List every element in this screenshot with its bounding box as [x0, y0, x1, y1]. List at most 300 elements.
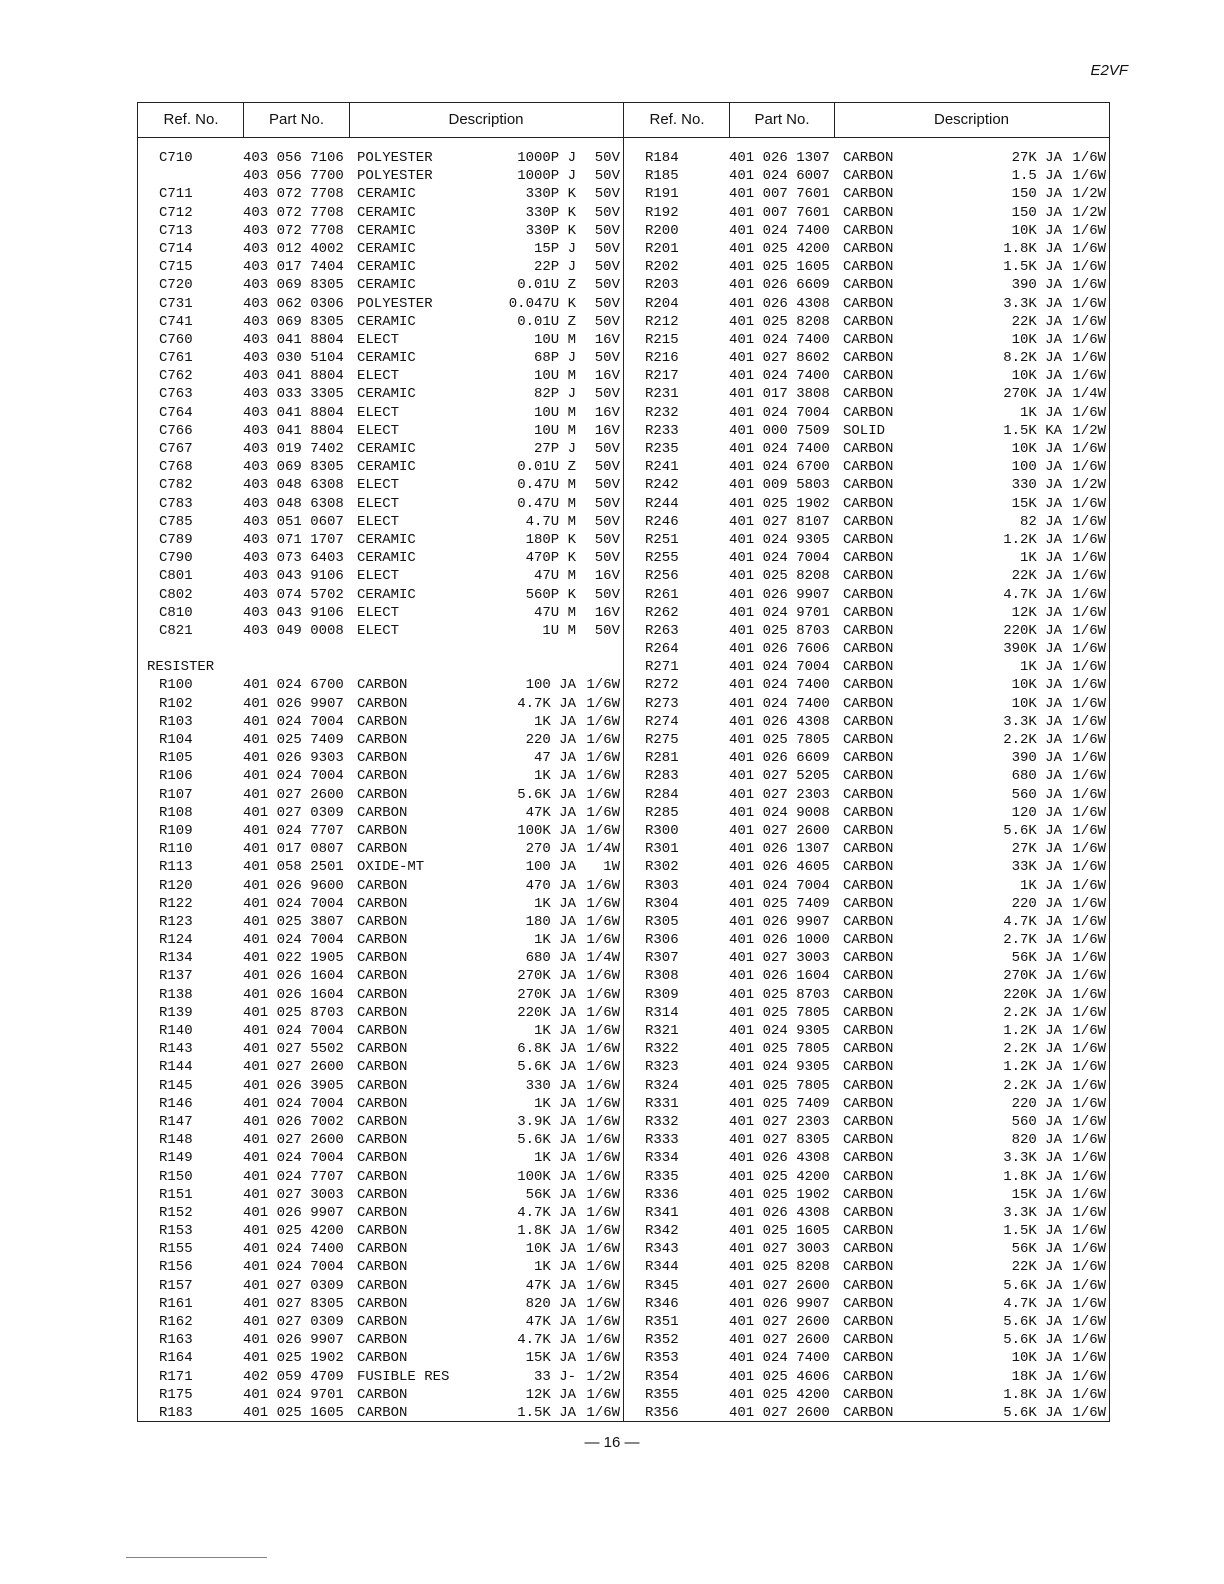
cell-type: CARBON [843, 968, 894, 985]
cell-part-no: 401 026 9600 [243, 877, 344, 894]
cell-value: 1K JA [533, 1095, 576, 1112]
cell-ref-no: R216 [645, 350, 679, 367]
cell-ref-no: R353 [645, 1350, 679, 1367]
cell-ref-no: R110 [159, 841, 193, 858]
table-row [625, 222, 1108, 240]
cell-rating: 1/6W [1072, 441, 1106, 457]
cell-part-no: 401 025 7805 [729, 1004, 830, 1021]
cell-ref-no: R149 [159, 1150, 193, 1167]
cell-type: CARBON [843, 877, 894, 894]
cell-rating: 1/6W [586, 1204, 620, 1221]
cell-rating: 1/6W [1072, 295, 1106, 312]
cell-ref-no: R336 [645, 1186, 679, 1203]
cell-value: 47K JA [525, 804, 576, 821]
cell-ref-no: R305 [645, 913, 679, 930]
cell-rating: 1/6W [1072, 841, 1106, 858]
cell-part-no: 401 024 7004 [243, 895, 344, 912]
cell-value: 4.7K JA [517, 1204, 576, 1221]
cell-type: CARBON [843, 386, 894, 403]
cell-part-no: 403 041 8804 [243, 404, 344, 421]
cell-rating: 1/6W [1072, 750, 1106, 767]
cell-part-no: 403 072 7708 [243, 204, 344, 221]
cell-type: CARBON [843, 222, 894, 239]
cell-rating: 1/6W [586, 804, 620, 821]
cell-rating: 1/6W [586, 1113, 620, 1130]
cell-part-no: 401 024 7004 [243, 1150, 344, 1167]
cell-value: 27P J [533, 441, 576, 457]
cell-type: CARBON [843, 477, 894, 494]
cell-part-no: 401 026 4308 [729, 713, 830, 730]
cell-part-no: 401 027 0309 [243, 1277, 344, 1294]
cell-ref-no: R356 [645, 1404, 679, 1421]
cell-value: 22P J [533, 259, 576, 276]
cell-value: 220 JA [1011, 1095, 1062, 1112]
cell-ref-no: C768 [159, 459, 193, 476]
cell-rating: 1/6W [1072, 240, 1106, 257]
table-row [139, 276, 622, 294]
cell-ref-no: R124 [159, 932, 193, 949]
table-row [625, 1095, 1108, 1113]
cell-value: 330P K [525, 222, 576, 239]
cell-value: 1K JA [533, 713, 576, 730]
cell-type: CARBON [843, 368, 894, 385]
cell-value: 560 JA [1011, 1113, 1062, 1130]
cell-part-no: 401 025 1605 [243, 1404, 344, 1421]
cell-part-no: 401 024 7004 [243, 932, 344, 949]
cell-value: 22K JA [1011, 568, 1062, 585]
cell-part-no: 401 025 7409 [243, 732, 344, 748]
cell-value: 56K JA [525, 1186, 576, 1203]
cell-rating: 1/6W [1072, 932, 1106, 949]
cell-rating: 1/6W [1072, 1386, 1106, 1403]
cell-type: CARBON [843, 913, 894, 930]
cell-ref-no: R109 [159, 822, 193, 839]
cell-rating: 1/6W [1072, 895, 1106, 912]
cell-part-no: 401 027 3003 [729, 1241, 830, 1258]
table-row [625, 1149, 1108, 1167]
cell-part-no: 401 026 1307 [729, 841, 830, 858]
table-row [139, 1022, 622, 1040]
cell-value: 1.8K JA [1003, 1386, 1062, 1403]
cell-ref-no: R145 [159, 1077, 193, 1094]
cell-value: 10K JA [1011, 1350, 1062, 1367]
cell-type: ELECT [357, 568, 400, 585]
cell-type: CARBON [357, 1004, 408, 1021]
cell-type: ELECT [357, 331, 400, 348]
cell-type: ELECT [357, 604, 400, 621]
cell-value: 10K JA [525, 1241, 576, 1258]
cell-type: ELECT [357, 477, 400, 494]
cell-rating: 1/6W [586, 768, 620, 785]
cell-part-no: 401 026 1604 [243, 968, 344, 985]
cell-part-no: 401 025 1902 [243, 1350, 344, 1367]
cell-ref-no: R251 [645, 531, 679, 548]
cell-type: CARBON [357, 1350, 408, 1367]
cell-part-no: 401 026 1307 [729, 150, 830, 166]
cell-value: 1.5K KA [1003, 422, 1062, 439]
cell-value: 47K JA [525, 1314, 576, 1330]
cell-rating: 1/6W [1072, 732, 1106, 748]
cell-type: CARBON [843, 186, 894, 203]
cell-value: 82 JA [1019, 513, 1062, 530]
cell-ref-no: R332 [645, 1113, 679, 1130]
cell-type: CERAMIC [357, 222, 416, 239]
table-row [625, 1204, 1108, 1222]
table-row [139, 731, 622, 749]
cell-value: 47K JA [525, 1277, 576, 1294]
cell-value: 220K JA [517, 1004, 576, 1021]
cell-rating: 1/6W [1072, 513, 1106, 530]
cell-ref-no: R283 [645, 768, 679, 785]
table-row [139, 1004, 622, 1022]
header-part-no-left: Part No. [268, 111, 325, 128]
table-row [139, 567, 622, 585]
table-row [625, 604, 1108, 622]
cell-value: 1.8K JA [517, 1223, 576, 1240]
cell-value: 6.8K JA [517, 1041, 576, 1058]
cell-ref-no: R200 [645, 222, 679, 239]
table-row [625, 1222, 1108, 1240]
cell-part-no: 401 024 6007 [729, 168, 830, 185]
cell-ref-no: R232 [645, 404, 679, 421]
cell-ref-no: R264 [645, 641, 679, 658]
cell-ref-no: R204 [645, 295, 679, 312]
cell-ref-no: C821 [159, 622, 193, 639]
cell-type: CARBON [843, 240, 894, 257]
cell-ref-no: R113 [159, 859, 193, 876]
cell-value: 1.5K JA [1003, 1223, 1062, 1240]
header-description-right: Description [933, 111, 1010, 128]
cell-ref-no: R150 [159, 1168, 193, 1185]
cell-type: CARBON [843, 331, 894, 348]
cell-ref-no: C720 [159, 277, 193, 294]
cell-rating: 1/6W [586, 786, 620, 803]
table-row [139, 476, 622, 494]
table-row [139, 313, 622, 331]
cell-part-no: 401 026 7606 [729, 641, 830, 658]
cell-rating: 1/6W [586, 1132, 620, 1149]
cell-rating: 50V [594, 531, 620, 548]
table-row [139, 185, 622, 203]
table-row [625, 1295, 1108, 1313]
cell-part-no: 401 024 7400 [729, 441, 830, 457]
cell-rating: 50V [594, 222, 620, 239]
cell-part-no: 401 025 4200 [243, 1223, 344, 1240]
table-row [139, 222, 622, 240]
table-row [625, 913, 1108, 931]
cell-type: ELECT [357, 368, 400, 385]
table-row [625, 658, 1108, 676]
cell-rating: 1/6W [1072, 950, 1106, 967]
cell-part-no: 401 026 9907 [243, 695, 344, 712]
cell-value: 3.3K JA [1003, 1150, 1062, 1167]
cell-rating: 1/2W [1072, 186, 1106, 203]
cell-type: CARBON [357, 786, 408, 803]
table-row [625, 385, 1108, 403]
cell-type: CARBON [357, 877, 408, 894]
cell-rating: 1/6W [586, 1259, 620, 1276]
cell-ref-no: R262 [645, 604, 679, 621]
table-row [625, 858, 1108, 876]
cell-rating: 1/6W [1072, 495, 1106, 512]
cell-rating: 1/6W [586, 877, 620, 894]
table-row [625, 986, 1108, 1004]
cell-type: ELECT [357, 422, 400, 439]
cell-part-no: 401 027 2600 [729, 1332, 830, 1349]
cell-ref-no: R344 [645, 1259, 679, 1276]
cell-value: 1.5K JA [517, 1404, 576, 1421]
cell-part-no: 401 007 7601 [729, 186, 830, 203]
cell-ref-no: R138 [159, 986, 193, 1003]
cell-value: 1K JA [1019, 550, 1062, 567]
table-row [139, 640, 622, 658]
table-row [139, 1331, 622, 1349]
table-row [139, 331, 622, 349]
cell-value: 390 JA [1011, 277, 1062, 294]
table-row [625, 476, 1108, 494]
cell-type: CARBON [843, 404, 894, 421]
cell-type: CERAMIC [357, 259, 416, 276]
cell-type: CARBON [843, 531, 894, 548]
cell-ref-no: R314 [645, 1004, 679, 1021]
cell-part-no: 403 069 8305 [243, 459, 344, 476]
cell-rating: 1/4W [586, 950, 620, 967]
cell-ref-no: C761 [159, 350, 193, 367]
cell-ref-no: R163 [159, 1332, 193, 1349]
cell-ref-no: C782 [159, 477, 193, 494]
cell-type: CARBON [357, 950, 408, 967]
cell-ref-no: R152 [159, 1204, 193, 1221]
table-row [625, 204, 1108, 222]
cell-value: 470 JA [525, 877, 576, 894]
cell-rating: 1/6W [586, 1023, 620, 1039]
page-number: — 16 — [584, 1434, 640, 1451]
table-row [139, 931, 622, 949]
cell-type: CARBON [357, 1223, 408, 1240]
cell-part-no: 401 024 7004 [729, 659, 830, 676]
table-row [625, 931, 1108, 949]
header-rule [137, 137, 1110, 138]
cell-part-no: 401 025 7805 [729, 1041, 830, 1058]
table-row [625, 404, 1108, 422]
cell-ref-no: R334 [645, 1150, 679, 1167]
table-row [139, 840, 622, 858]
cell-ref-no: C766 [159, 422, 193, 439]
table-row [139, 1386, 622, 1404]
cell-rating: 1/6W [1072, 350, 1106, 367]
cell-part-no: 401 025 7805 [729, 1077, 830, 1094]
cell-ref-no: C762 [159, 368, 193, 385]
cell-part-no: 403 030 5104 [243, 350, 344, 367]
cell-part-no: 401 026 3905 [243, 1077, 344, 1094]
cell-type: CARBON [843, 150, 894, 166]
cell-ref-no: R107 [159, 786, 193, 803]
cell-type: CARBON [843, 895, 894, 912]
cell-rating: 50V [594, 586, 620, 603]
cell-value: 10K JA [1011, 695, 1062, 712]
table-row [139, 1204, 622, 1222]
cell-value: 220 JA [1011, 895, 1062, 912]
header-ref-no-right: Ref. No. [649, 111, 705, 128]
cell-part-no: 401 027 2600 [243, 786, 344, 803]
cell-ref-no: R304 [645, 895, 679, 912]
cell-part-no: 403 074 5702 [243, 586, 344, 603]
cell-part-no: 401 026 4308 [729, 1204, 830, 1221]
cell-rating: 1/6W [1072, 713, 1106, 730]
cell-ref-no: C760 [159, 331, 193, 348]
cell-type: CARBON [357, 1023, 408, 1039]
table-row [625, 949, 1108, 967]
cell-ref-no: R345 [645, 1277, 679, 1294]
cell-ref-no: R104 [159, 732, 193, 748]
cell-value: 10U M [533, 368, 576, 385]
cell-value: 270K JA [517, 968, 576, 985]
cell-rating: 1/6W [586, 1186, 620, 1203]
cell-part-no: 401 024 7400 [243, 1241, 344, 1258]
table-row [625, 1313, 1108, 1331]
cell-part-no: 401 025 1605 [729, 259, 830, 276]
cell-rating: 1W [603, 859, 620, 876]
cell-value: 1K JA [1019, 404, 1062, 421]
cell-part-no: 401 026 4308 [729, 295, 830, 312]
cell-type: CARBON [357, 1095, 408, 1112]
cell-ref-no: R143 [159, 1041, 193, 1058]
cell-value: 1K JA [533, 768, 576, 785]
cell-part-no: 403 019 7402 [243, 441, 344, 457]
table-row [139, 858, 622, 876]
cell-rating: 1/6W [1072, 368, 1106, 385]
cell-value: 18K JA [1011, 1368, 1062, 1385]
cell-rating: 50V [594, 386, 620, 403]
cell-rating: 1/6W [586, 932, 620, 949]
cell-rating: 1/6W [1072, 804, 1106, 821]
cell-ref-no: C711 [159, 186, 193, 203]
table-row [625, 258, 1108, 276]
table-row [625, 349, 1108, 367]
cell-ref-no: R106 [159, 768, 193, 785]
cell-value: 5.6K JA [1003, 1404, 1062, 1421]
cell-part-no: 401 007 7601 [729, 204, 830, 221]
table-row [139, 422, 622, 440]
cell-type: CARBON [357, 1132, 408, 1149]
cell-ref-no: R323 [645, 1059, 679, 1076]
cell-part-no: 403 069 8305 [243, 277, 344, 294]
cell-value: 1K JA [1019, 659, 1062, 676]
cell-value: 1.5K JA [1003, 259, 1062, 276]
cell-type: CARBON [357, 713, 408, 730]
cell-part-no: 401 024 7004 [243, 713, 344, 730]
table-row [625, 804, 1108, 822]
cell-rating: 1/6W [586, 732, 620, 748]
cell-value: 1U M [542, 622, 576, 639]
table-row [625, 1004, 1108, 1022]
cell-part-no: 403 033 3305 [243, 386, 344, 403]
table-row [625, 567, 1108, 585]
cell-rating: 1/2W [1072, 477, 1106, 494]
cell-value: 56K JA [1011, 1241, 1062, 1258]
cell-type: CARBON [843, 859, 894, 876]
table-row [625, 440, 1108, 458]
cell-type: CARBON [843, 1277, 894, 1294]
cell-rating: 50V [594, 168, 620, 185]
cell-ref-no: R302 [645, 859, 679, 876]
cell-value: 10K JA [1011, 677, 1062, 694]
header-ref-no-left: Ref. No. [163, 111, 219, 128]
cell-type: CARBON [843, 841, 894, 858]
cell-part-no: 401 024 7004 [729, 404, 830, 421]
cell-type: CARBON [357, 1041, 408, 1058]
cell-value: 220K JA [1003, 622, 1062, 639]
table-row [625, 1131, 1108, 1149]
cell-value: 680 JA [525, 950, 576, 967]
cell-rating: 1/6W [1072, 1332, 1106, 1349]
cell-value: 1.8K JA [1003, 240, 1062, 257]
cell-type: CARBON [357, 1314, 408, 1330]
cell-rating: 1/6W [1072, 1168, 1106, 1185]
cell-rating: 50V [594, 204, 620, 221]
cell-value: 1K JA [533, 1150, 576, 1167]
cell-value: 33 J- [533, 1368, 576, 1385]
cell-value: 220 JA [525, 732, 576, 748]
cell-rating: 1/6W [586, 1041, 620, 1058]
cell-type: CARBON [357, 1404, 408, 1421]
cell-part-no: 403 017 7404 [243, 259, 344, 276]
cell-type: CARBON [843, 495, 894, 512]
cell-part-no: 403 071 1707 [243, 531, 344, 548]
table-row [625, 1331, 1108, 1349]
cell-rating: 1/6W [1072, 1113, 1106, 1130]
cell-part-no: 403 073 6403 [243, 550, 344, 567]
cell-type: CARBON [843, 659, 894, 676]
cell-value: 100K JA [517, 822, 576, 839]
cell-part-no: 403 051 0607 [243, 513, 344, 530]
cell-rating: 1/6W [586, 695, 620, 712]
cell-rating: 1/6W [586, 968, 620, 985]
cell-rating: 1/6W [1072, 1241, 1106, 1258]
cell-value: 390K JA [1003, 641, 1062, 658]
table-row [139, 549, 622, 567]
table-row [625, 767, 1108, 785]
cell-ref-no: R235 [645, 441, 679, 457]
cell-rating: 1/6W [1072, 1004, 1106, 1021]
cell-value: 0.01U Z [517, 277, 576, 294]
table-row [625, 458, 1108, 476]
cell-type: CARBON [843, 1132, 894, 1149]
table-row [625, 495, 1108, 513]
cell-type: CARBON [843, 513, 894, 530]
cell-ref-no: RESISTER [147, 659, 215, 676]
cell-value: 10K JA [1011, 441, 1062, 457]
cell-part-no: 401 024 7004 [729, 877, 830, 894]
cell-ref-no: R144 [159, 1059, 193, 1076]
cell-ref-no: R162 [159, 1314, 193, 1330]
cell-type: CARBON [843, 350, 894, 367]
cell-value: 5.6K JA [517, 786, 576, 803]
table-row [139, 949, 622, 967]
cell-part-no: 401 017 0807 [243, 841, 344, 858]
cell-type: CARBON [357, 1204, 408, 1221]
cell-type: CARBON [843, 1368, 894, 1385]
table-row [625, 295, 1108, 313]
cell-ref-no: R352 [645, 1332, 679, 1349]
cell-value: 1K JA [533, 932, 576, 949]
cell-rating: 1/6W [1072, 168, 1106, 185]
cell-ref-no: R231 [645, 386, 679, 403]
cell-rating: 1/6W [1072, 604, 1106, 621]
cell-value: 0.47U M [517, 477, 576, 494]
cell-value: 47U M [533, 568, 576, 585]
cell-value: 0.01U Z [517, 459, 576, 476]
